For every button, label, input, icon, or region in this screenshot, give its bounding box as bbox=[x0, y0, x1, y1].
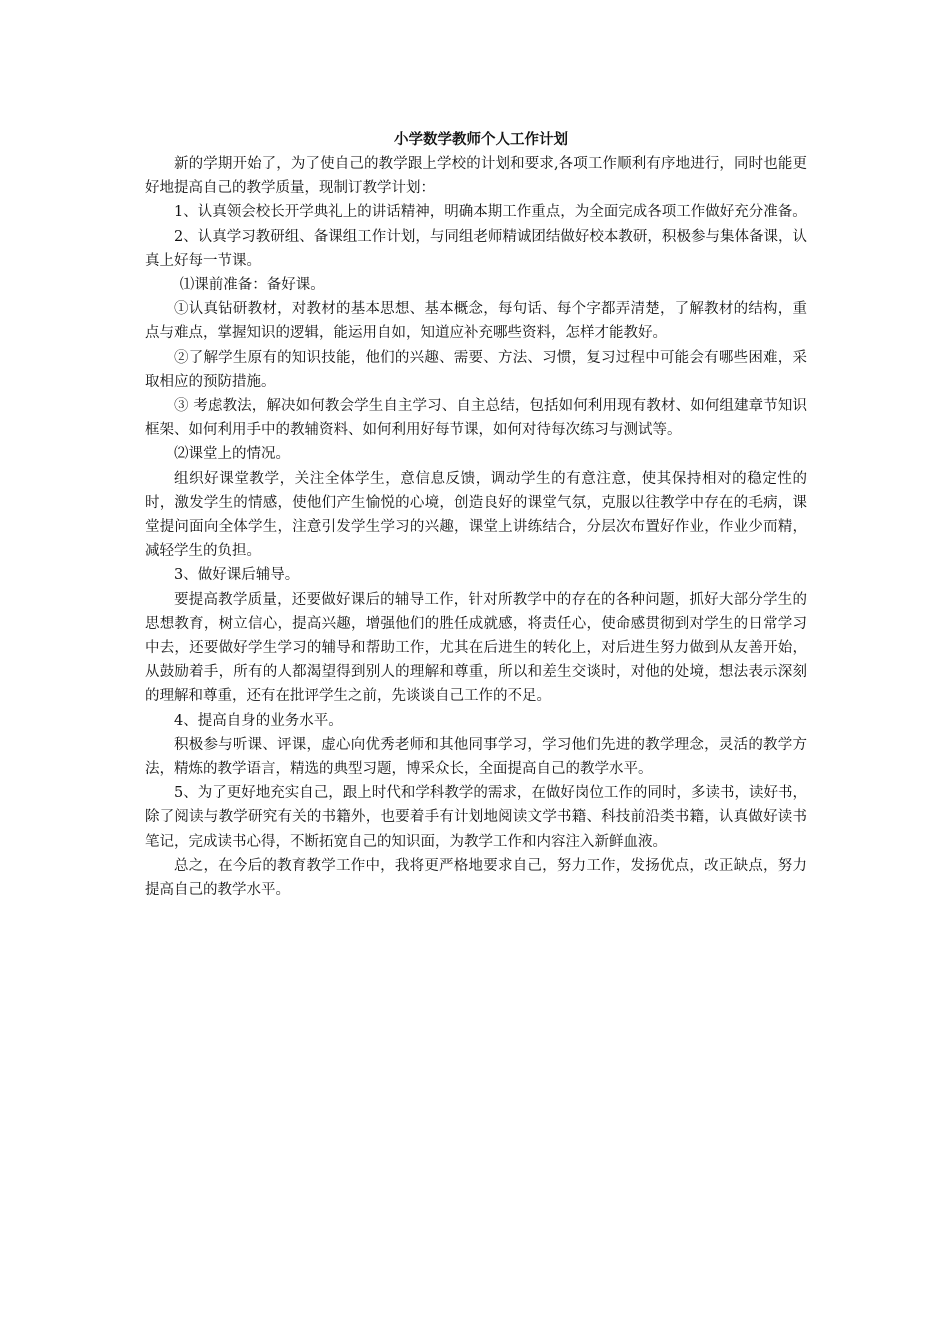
subheading-lesson-prep: ⑴课前准备：备好课。 bbox=[179, 277, 325, 294]
conclusion-paragraph: 总之，在今后的教育教学工作中，我将更严格地要求自己，努力工作，发扬优点，改正缺点，努力提高自己的教学水平。 bbox=[145, 857, 807, 899]
item-4-heading: 4、提高自身的业务水平。 bbox=[174, 712, 343, 729]
document-title: 小学数学教师个人工作计划 bbox=[394, 131, 568, 148]
item-5-paragraph: 5、为了更好地充实自己，跟上时代和学科教学的需求，在做好岗位工作的同时，多读书，读好书，除了阅读与教学研究有关的书籍外，也要着手有计划地阅读文学书籍、科技前沿类书籍，认真做好读书笔记，完成读书心得，不断拓宽自己的知识面，为教学工作和内容注入新鲜血液。 bbox=[145, 785, 807, 850]
item-1-paragraph: 1、认真领会校长开学典礼上的讲话精神，明确本期工作重点，为全面完成各项工作做好充分准备。 bbox=[174, 204, 807, 221]
prep-point-2: ②了解学生原有的知识技能，他们的兴趣、需要、方法、习惯，复习过程中可能会有哪些困难，采取相应的预防措施。 bbox=[145, 349, 807, 390]
prep-point-3: ③ 考虑教法，解决如何教会学生自主学习、自主总结，包括如何利用现有教材、如何组建章节知识框架、如何利用手中的教辅资料、如何利用好每节课，如何对待每次练习与测试等。 bbox=[145, 398, 807, 439]
subheading-classroom: ⑵课堂上的情况。 bbox=[174, 446, 290, 463]
professional-paragraph: 积极参与听课、评课，虚心向优秀老师和其他同事学习，学习他们先进的教学理念，灵活的教学方法，精炼的教学语言，精选的典型习题，博采众长，全面提高自己的教学水平。 bbox=[145, 736, 807, 778]
intro-paragraph: 新的学期开始了，为了使自己的教学跟上学校的计划和要求,各项工作顺利有序地进行，同时也能更好地提高自己的教学质量，现制订教学计划： bbox=[145, 156, 807, 197]
prep-point-1: ①认真钻研教材，对教材的基本思想、基本概念，每句话、每个字都弄清楚，了解教材的结构，重点与难点，掌握知识的逻辑，能运用自如，知道应补充哪些资料，怎样才能教好。 bbox=[145, 301, 807, 342]
tutoring-paragraph: 要提高教学质量，还要做好课后的辅导工作，针对所教学中的存在的各种问题，抓好大部分学生的思想教育，树立信心，提高兴趣，增强他们的胜任成就感，将责任心，使命感贯彻到对学生的日常学习中去，还要做好学生学习的辅导和帮助工作，尤其在后进生的转化上，对后进生努力做到从友善开始，从鼓励着手，所有的人都渴望得到别人的理解和尊重，所以和差生交谈时，对他的处境，想法表示深刻的理解和尊重，还有在批评学生之前，先谈谈自己工作的不足。 bbox=[145, 591, 807, 705]
item-3-heading: 3、做好课后辅导。 bbox=[174, 567, 300, 584]
document-body bbox=[145, 128, 807, 902]
classroom-paragraph: 组织好课堂教学，关注全体学生，意信息反馈，调动学生的有意注意，使其保持相对的稳定性的时，激发学生的情感，使他们产生愉悦的心境，创造良好的课堂气氛，克服以往教学中存在的毛病，课堂提问面向全体学生，注意引发学生学习的兴趣，课堂上讲练结合，分层次布置好作业，作业少而精，减轻学生的负担。 bbox=[145, 470, 807, 560]
item-2-paragraph: 2、认真学习教研组、备课组工作计划，与同组老师精诚团结做好校本教研，积极参与集体备课，认真上好每一节课。 bbox=[145, 228, 807, 269]
